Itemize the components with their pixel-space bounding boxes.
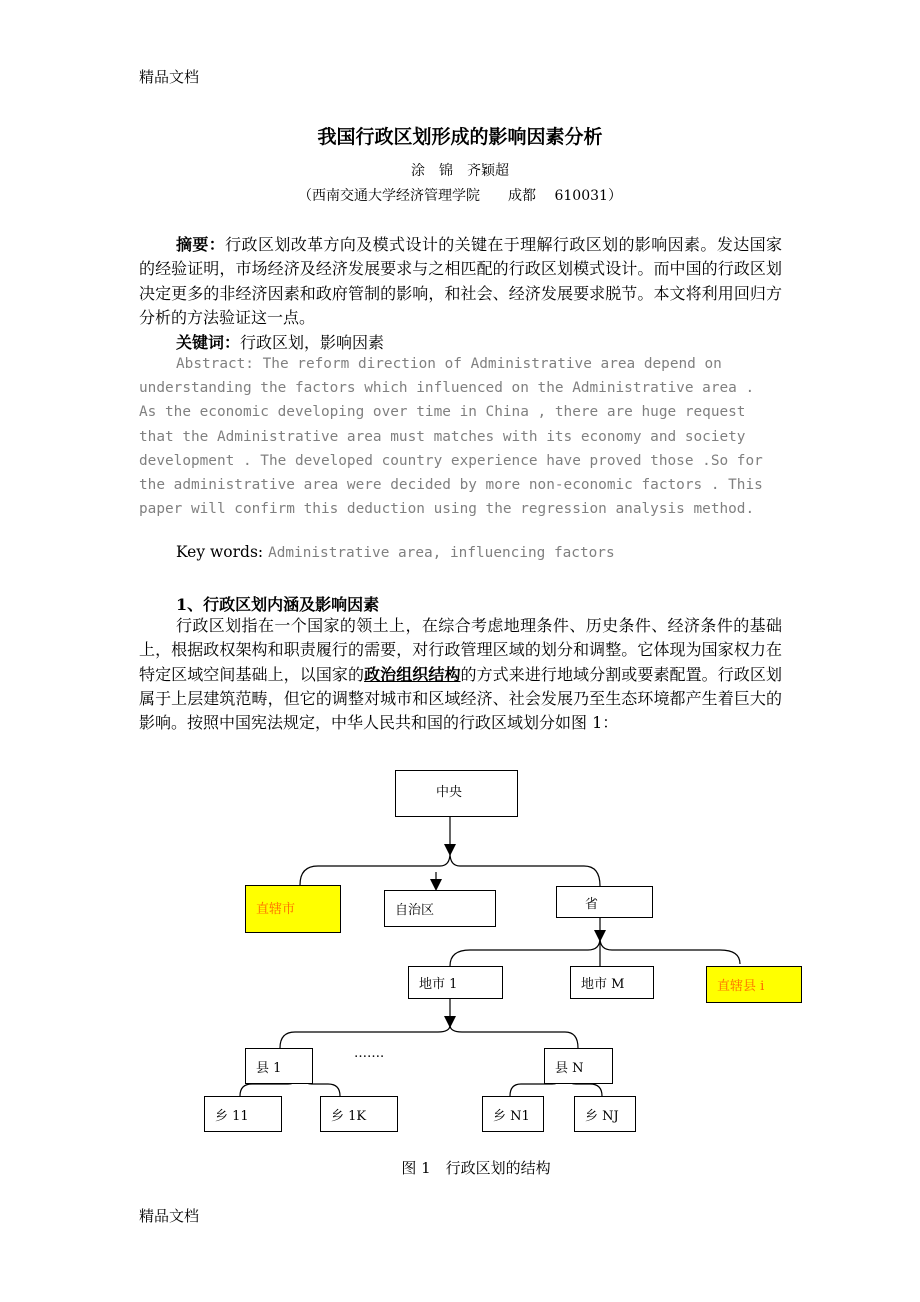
node-town-nj-label: 乡 NJ <box>585 1108 619 1124</box>
affiliation: （西南交通大学经济管理学院 成都 610031） <box>298 188 622 204</box>
node-town-1k <box>320 1096 398 1132</box>
node-city-m <box>570 966 654 999</box>
node-province-label: 省 <box>585 896 599 912</box>
node-autonomous <box>384 890 496 927</box>
node-town-nj <box>574 1096 636 1132</box>
node-town-11-label: 乡 11 <box>215 1108 249 1124</box>
node-city-m-label: 地市 M <box>581 977 625 992</box>
abstract-cn-text: 行政区划改革方向及模式设计的关键在于理解行政区划的影响因素。发达国家的经验证明，市场经济及经济发展要求与之相匹配的行政区划模式设计。而中国的行政区划决定更多的非经济因素和政府管制的影响，和社会、经济发展要求脱节。本文将利用回归方分析的方法验证这一点。 <box>139 235 782 327</box>
abstract-en-line: Abstract: The reform direction of Administrative area depend on <box>176 356 722 372</box>
node-province <box>556 886 653 918</box>
keywords-en-label: Key words: <box>176 543 269 561</box>
abstract-en-line: the administrative area were decided by more non-economic factors . This <box>139 477 763 494</box>
figure-caption: 图 1 行政区划的结构 <box>401 1159 551 1177</box>
abstract-cn-label: 摘要： <box>176 235 226 254</box>
node-county-1 <box>245 1048 313 1084</box>
keywords-cn-text: 行政区划，影响因素 <box>240 333 385 352</box>
node-county-1-label: 县 1 <box>256 1060 282 1076</box>
abstract-en-line: that the Administrative area must matches with its economy and society <box>139 428 746 445</box>
abstract-en-line: As the economic developing over time in China , there are huge request <box>139 404 746 421</box>
paper-title: 我国行政区划形成的影响因素分析 <box>317 126 603 148</box>
node-city-1-label: 地市 1 <box>419 977 458 992</box>
node-direct-county <box>706 966 802 1003</box>
node-county-n-label: 县 N <box>555 1060 584 1076</box>
section-text-before: 行政区划指在一个国家的领土上，在综合考虑地理条件、历史条件、经济条件的基础上，根据政权架构和职责履行的需要，对行政管理区域的划分和调整。它体现为国家权力在特定区域空间基础上，以国家的 <box>139 616 782 684</box>
node-city-1 <box>408 966 503 999</box>
abstract-en-line: paper will confirm this deduction using the regression analysis method. <box>139 501 755 518</box>
abstract-en-line: development . The developed country experience have proved those .So for <box>139 452 763 469</box>
node-county-n <box>544 1048 613 1084</box>
political-structure-link[interactable]: 政治组织结构 <box>364 664 461 684</box>
node-central-label: 中央 <box>436 785 463 800</box>
diagram-ellipsis: ……. <box>354 1046 385 1061</box>
node-town-n1 <box>482 1096 544 1132</box>
page-footer: 精品文档 <box>139 1207 200 1225</box>
node-central <box>395 770 518 817</box>
node-autonomous-label: 自治区 <box>395 903 435 918</box>
node-municipality <box>245 885 341 933</box>
node-municipality-label: 直辖市 <box>256 902 296 917</box>
section-text-after: 的方式来进行地域分割或要素配置。行政区划属于上层建筑范畴，但它的调整对城市和区域经济、社会发展乃至生态环境都产生着巨大的影响。按照中国宪法规定，中华人民共和国的行政区域划分如图 1： <box>139 664 782 733</box>
keywords-cn-label: 关键词： <box>176 333 241 352</box>
keywords-en-text: Administrative area, influencing factors <box>268 545 615 561</box>
node-town-n1-label: 乡 N1 <box>493 1108 530 1124</box>
authors: 涂 锦 齐颖超 <box>411 163 509 179</box>
abstract-en-line: understanding the factors which influenced on the Administrative area . <box>139 380 755 397</box>
node-direct-county-label: 直辖县 i <box>717 979 765 994</box>
section-heading: 1、行政区划内涵及影响因素 <box>176 595 380 614</box>
page-header: 精品文档 <box>139 68 200 86</box>
node-town-1k-label: 乡 1K <box>331 1108 367 1124</box>
node-town-11 <box>204 1096 282 1132</box>
